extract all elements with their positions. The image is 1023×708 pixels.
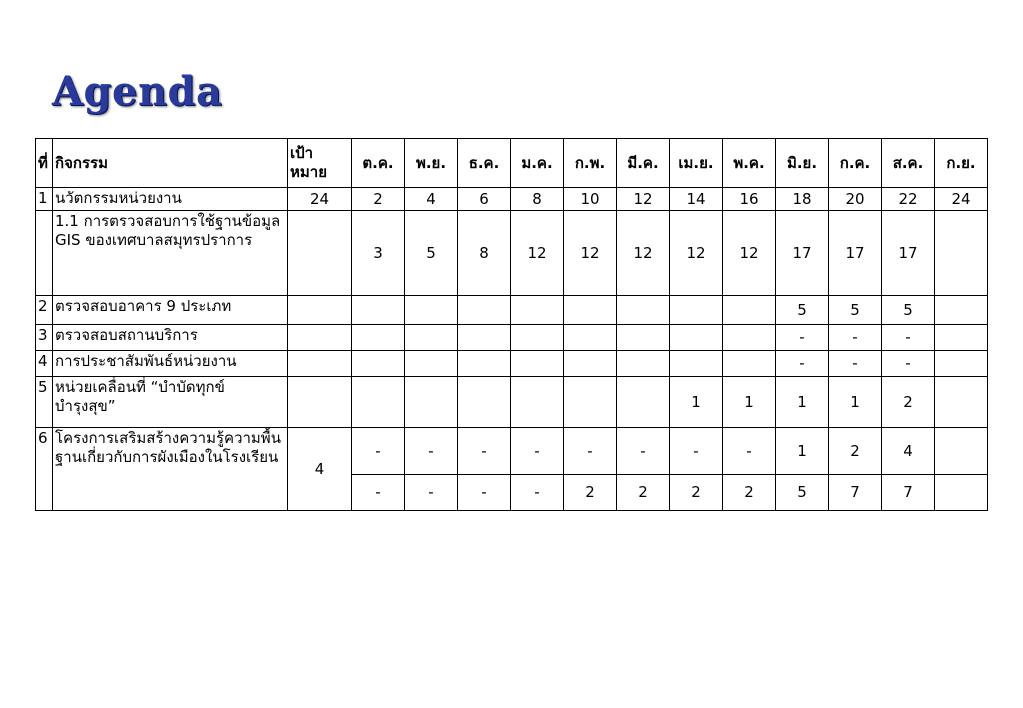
target-cell [288,296,352,325]
table-row [36,296,988,325]
value-cell: - [670,428,723,475]
value-cell: - [617,428,670,475]
page-title: Agenda [52,68,223,115]
value-cell: 2 [670,475,723,511]
value-cell [564,351,617,377]
value-cell [723,325,776,351]
value-cell [617,377,670,428]
value-cell: - [511,475,564,511]
row-number: 2 [36,296,53,325]
value-cell: 7 [829,475,882,511]
value-cell: 5 [882,296,935,325]
value-cell [935,428,988,475]
activity-cell: โครงการเสริมสร้างความรู้ความพื้นฐานเกี่ยวกับการผังเมืองในโรงเรียน [53,428,288,511]
header-row [36,139,988,188]
row-number: 5 [36,377,53,428]
header-month: มิ.ย. [776,139,829,188]
value-cell: - [882,351,935,377]
header-month: พ.ย. [405,139,458,188]
value-cell: 1 [776,428,829,475]
value-cell: 1 [670,377,723,428]
value-cell: - [882,325,935,351]
value-cell: - [458,475,511,511]
value-cell [458,377,511,428]
header-month: พ.ค. [723,139,776,188]
header-month: มี.ค. [617,139,670,188]
value-cell [352,296,405,325]
header-activity: กิจกรรม [53,139,288,188]
value-cell: 10 [564,188,617,211]
value-cell [670,351,723,377]
value-cell: 22 [882,188,935,211]
value-cell: 6 [458,188,511,211]
row-number [36,211,53,296]
value-cell: 5 [776,296,829,325]
header-month: ม.ค. [511,139,564,188]
row-number: 4 [36,351,53,377]
value-cell: 12 [564,211,617,296]
table-row [36,428,988,475]
value-cell: 5 [776,475,829,511]
value-cell: 12 [670,211,723,296]
value-cell: 17 [882,211,935,296]
activity-cell: นวัตกรรมหน่วยงาน [53,188,288,211]
value-cell [405,377,458,428]
activity-cell: ตรวจสอบสถานบริการ [53,325,288,351]
header-target: เป้าหมาย [288,139,352,188]
header-month: ต.ค. [352,139,405,188]
value-cell: - [352,475,405,511]
value-cell [670,325,723,351]
value-cell [458,296,511,325]
table-row [36,211,988,296]
value-cell [935,296,988,325]
value-cell: 2 [617,475,670,511]
value-cell: 24 [935,188,988,211]
header-month: ส.ค. [882,139,935,188]
target-cell: 24 [288,188,352,211]
value-cell [458,351,511,377]
value-cell: 2 [352,188,405,211]
value-cell: 12 [617,188,670,211]
value-cell: 2 [829,428,882,475]
value-cell: - [829,351,882,377]
value-cell [564,325,617,351]
value-cell [935,475,988,511]
value-cell [352,377,405,428]
header-month: เม.ย. [670,139,723,188]
value-cell: 8 [511,188,564,211]
activity-cell: ตรวจสอบอาคาร 9 ประเภท [53,296,288,325]
value-cell [564,377,617,428]
header-month: ธ.ค. [458,139,511,188]
value-cell [670,296,723,325]
value-cell [935,325,988,351]
value-cell [935,351,988,377]
table-row [36,351,988,377]
row-number: 6 [36,428,53,511]
value-cell: 2 [564,475,617,511]
value-cell [511,377,564,428]
activity-cell: 1.1 การตรวจสอบการใช้ฐานข้อมูล GIS ของเทศบาลสมุทรปราการ [53,211,288,296]
value-cell: - [352,428,405,475]
row-number: 3 [36,325,53,351]
value-cell [723,351,776,377]
value-cell [405,351,458,377]
value-cell: 12 [511,211,564,296]
value-cell [935,211,988,296]
target-cell [288,211,352,296]
value-cell: 5 [829,296,882,325]
value-cell [511,325,564,351]
value-cell [723,296,776,325]
row-number: 1 [36,188,53,211]
value-cell [564,296,617,325]
value-cell: 4 [882,428,935,475]
value-cell: - [405,428,458,475]
value-cell: 20 [829,188,882,211]
value-cell: 4 [405,188,458,211]
value-cell: - [776,325,829,351]
value-cell: 1 [776,377,829,428]
value-cell: 17 [829,211,882,296]
value-cell [617,351,670,377]
value-cell: 14 [670,188,723,211]
value-cell: - [829,325,882,351]
value-cell [935,377,988,428]
value-cell: - [511,428,564,475]
value-cell [405,296,458,325]
value-cell: - [405,475,458,511]
target-cell [288,325,352,351]
value-cell: 3 [352,211,405,296]
value-cell: 18 [776,188,829,211]
value-cell: 12 [723,211,776,296]
value-cell: - [776,351,829,377]
value-cell [511,296,564,325]
value-cell [352,351,405,377]
value-cell [458,325,511,351]
header-month: ก.ค. [829,139,882,188]
value-cell: 1 [829,377,882,428]
header-no: ที่ [36,139,53,188]
value-cell [511,351,564,377]
value-cell [617,296,670,325]
value-cell: 16 [723,188,776,211]
value-cell: 5 [405,211,458,296]
value-cell: 17 [776,211,829,296]
value-cell: 7 [882,475,935,511]
value-cell: - [564,428,617,475]
value-cell: 1 [723,377,776,428]
target-cell: 4 [288,428,352,511]
target-cell [288,351,352,377]
agenda-table [35,138,988,511]
value-cell: - [723,428,776,475]
table-row [36,325,988,351]
header-month: ก.ย. [935,139,988,188]
value-cell: 8 [458,211,511,296]
activity-cell: การประชาสัมพันธ์หน่วยงาน [53,351,288,377]
value-cell: - [458,428,511,475]
target-cell [288,377,352,428]
table-row [36,377,988,428]
value-cell [617,325,670,351]
value-cell: 2 [723,475,776,511]
table-row [36,188,988,211]
activity-cell: หน่วยเคลื่อนที่ “บำบัดทุกข์ บำรุงสุข” [53,377,288,428]
value-cell: 2 [882,377,935,428]
value-cell [352,325,405,351]
header-month: ก.พ. [564,139,617,188]
value-cell [405,325,458,351]
value-cell: 12 [617,211,670,296]
